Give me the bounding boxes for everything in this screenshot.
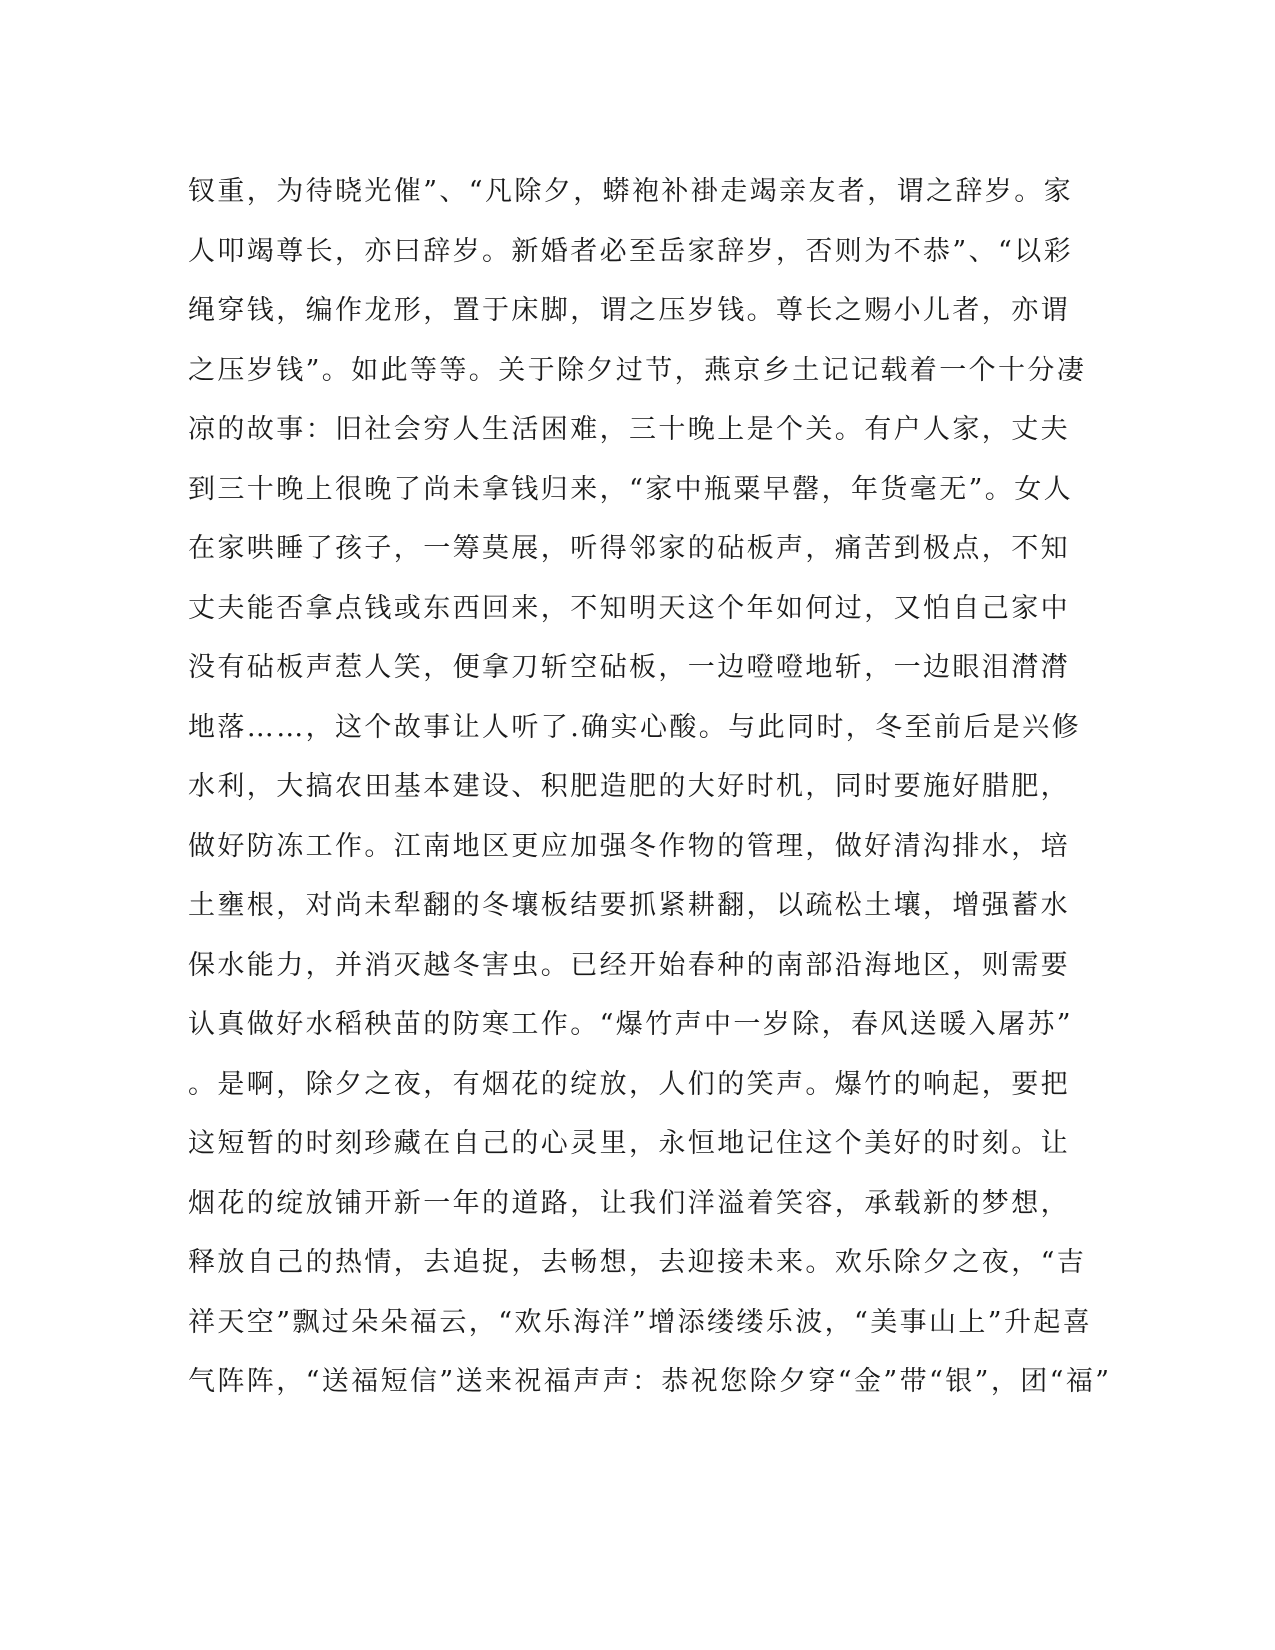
body-text [188, 162, 1112, 1412]
text-line: 。是啊，除夕之夜，有烟花的绽放，人们的笑声。爆竹的响起，要把 [188, 1068, 1070, 1100]
text-line: 保水能力，并消灭越冬害虫。已经开始春种的南部沿海地区，则需要 [188, 949, 1070, 981]
text-line: 丈夫能否拿点钱或东西回来，不知明天这个年如何过，又怕自己家中 [188, 592, 1070, 624]
text-line: 到三十晚上很晚了尚未拿钱归来，“家中瓶粟早罄，年货毫无”。女人 [188, 473, 1074, 505]
text-line: 钗重，为待晓光催”、“凡除夕，蟒袍补褂走竭亲友者，谓之辞岁。家 [188, 176, 1074, 207]
text-line: 之压岁钱”。如此等等。关于除夕过节，燕京乡土记记载着一个十分凄 [188, 354, 1087, 386]
text-line: 烟花的绽放铺开新一年的道路，让我们洋溢着笑容，承载新的梦想， [188, 1187, 1070, 1219]
text-line: 气阵阵，“送福短信”送来祝福声声：恭祝您除夕穿“金”带“银”，团“福” [188, 1366, 1112, 1397]
text-line: 这短暂的时刻珍藏在自己的心灵里，永恒地记住这个美好的时刻。让 [188, 1128, 1070, 1159]
text-line: 人叩竭尊长，亦曰辞岁。新婚者必至岳家辞岁，否则为不恭”、“以彩 [188, 235, 1074, 267]
text-line: 做好防冻工作。江南地区更应加强冬作物的管理，做好清沟排水，培 [188, 830, 1070, 862]
text-line: 水利，大搞农田基本建设、积肥造肥的大好时机，同时要施好腊肥， [188, 771, 1070, 802]
text-line: 绳穿钱，编作龙形，置于床脚，谓之压岁钱。尊长之赐小儿者，亦谓 [188, 295, 1070, 326]
text-line: 认真做好水稻秧苗的防寒工作。“爆竹声中一岁除，春风送暖入屠苏” [188, 1009, 1074, 1040]
text-line: 祥天空”飘过朵朵福云，“欢乐海洋”增添缕缕乐波，“美事山上”升起喜 [188, 1306, 1093, 1338]
text-line: 没有砧板声惹人笑，便拿刀斩空砧板，一边噔噔地斩，一边眼泪潸潸 [188, 652, 1070, 683]
text-line: 凉的故事：旧社会穷人生活困难，三十晚上是个关。有户人家，丈夫 [188, 414, 1070, 445]
text-line: 释放自己的热情，去追捉，去畅想，去迎接未来。欢乐除夕之夜，“吉 [188, 1247, 1087, 1278]
text-line: 土壅根，对尚未犁翻的冬壤板结要抓紧耕翻，以疏松土壤，增强蓄水 [188, 890, 1070, 921]
text-line: 地落……，这个故事让人听了.确实心酸。与此同时，冬至前后是兴修 [188, 711, 1081, 743]
text-line: 在家哄睡了孩子，一筹莫展，听得邻家的砧板声，痛苦到极点，不知 [188, 533, 1070, 564]
